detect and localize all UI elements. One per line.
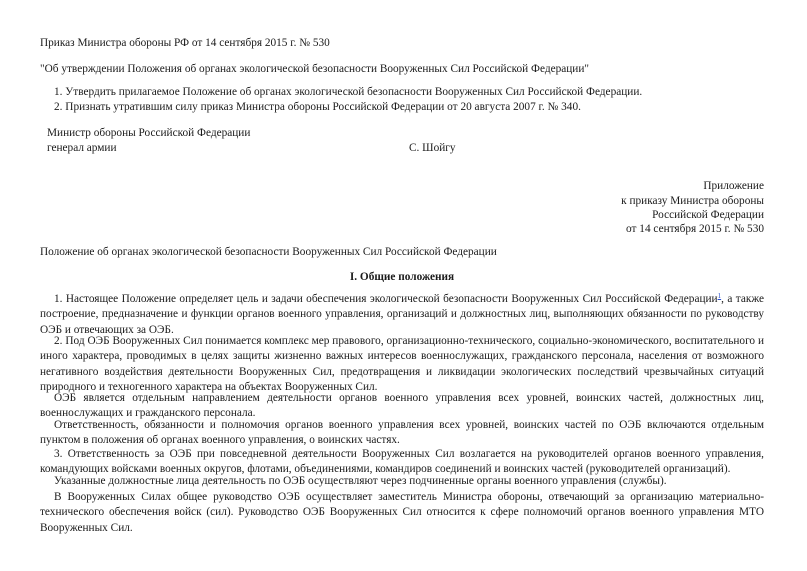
paragraph-7: В Вооруженных Силах общее руководство ОЭБ осуществляет заместитель Министра обороны, отвечающий за организацию материально-технического обеспечения войск (сил). Руководство ОЭБ Вооруженных Сил относится к сфере полномочий органов военного управления МТО Вооруженных Сил. — [40, 491, 764, 534]
order-item-1: 1. Утвердить прилагаемое Положение об органах экологической безопасности Вооруженных Сил Российской Федерации. — [54, 86, 643, 98]
paragraph-1-text-b: , а также построение, предназначение и функции органов военного управления, организаций и должностных лиц, выполняющих обязанности по руководству ОЭБ и отвечающих за ОЭБ. — [40, 293, 764, 336]
signature-rank: генерал армии — [47, 142, 117, 154]
paragraph-4: Ответственность, обязанности и полномочия органов военного управления всех уровней, воинских частей по ОЭБ включаются отдельным пунктом в положения об органах военного управления, о воинских частях. — [40, 419, 764, 447]
order-title: Приказ Министра обороны РФ от 14 сентября 2015 г. № 530 — [40, 37, 330, 49]
appendix-line-4: от 14 сентября 2015 г. № 530 — [626, 223, 764, 235]
order-item-2: 2. Признать утратившим силу приказ Министра обороны Российской Федерации от 20 августа 2007 г. № 340. — [54, 101, 581, 113]
appendix-line-3: Российской Федерации — [652, 209, 764, 221]
order-subject: "Об утверждении Положения об органах экологической безопасности Вооруженных Сил Российской Федерации" — [40, 63, 590, 75]
paragraph-2: 2. Под ОЭБ Вооруженных Сил понимается комплекс мер правового, организационно-технического, социально-экономического, воспитательного и иного характера, проводимых в целях защиты жизненно важных интересов военнослужащих, гражданского персонала, населения от возможного негативного воздействия деятельности Вооруженных Сил, предотвращения и ликвидации экологических последствий чрезвычайных ситуаций природного и техногенного характера на объектах Вооруженных Сил. — [40, 335, 764, 393]
appendix-line-2: к приказу Министра обороны — [621, 195, 764, 207]
signature-name: С. Шойгу — [409, 142, 456, 154]
paragraph-3: ОЭБ является отдельным направлением деятельности органов военного управления всех уровней, воинских частей, должностных лиц, военнослужащих и гражданского персонала. — [40, 392, 764, 420]
section-title: I. Общие положения — [349, 271, 455, 283]
signature-position: Министр обороны Российской Федерации — [47, 127, 251, 139]
paragraph-6: Указанные должностные лица деятельность по ОЭБ осуществляют через подчиненные органы военного управления (службы). — [54, 475, 667, 487]
appendix-line-1: Приложение — [703, 180, 764, 192]
regulation-title: Положение об органах экологической безопасности Вооруженных Сил Российской Федерации — [40, 246, 497, 258]
paragraph-5: 3. Ответственность за ОЭБ при повседневной деятельности Вооруженных Сил возлагается на руководителей органов военного управления, командующих войсками военных округов, флотами, объединениями, командиров соединений и воинских частей (руководителей организаций). — [40, 448, 764, 476]
footnote-link[interactable]: 1 — [717, 292, 722, 300]
paragraph-1 — [40, 292, 764, 338]
paragraph-1-text-a: 1. Настоящее Положение определяет цель и задачи обеспечения экологической безопасности Вооруженных Сил Российской Федерации — [54, 293, 718, 305]
